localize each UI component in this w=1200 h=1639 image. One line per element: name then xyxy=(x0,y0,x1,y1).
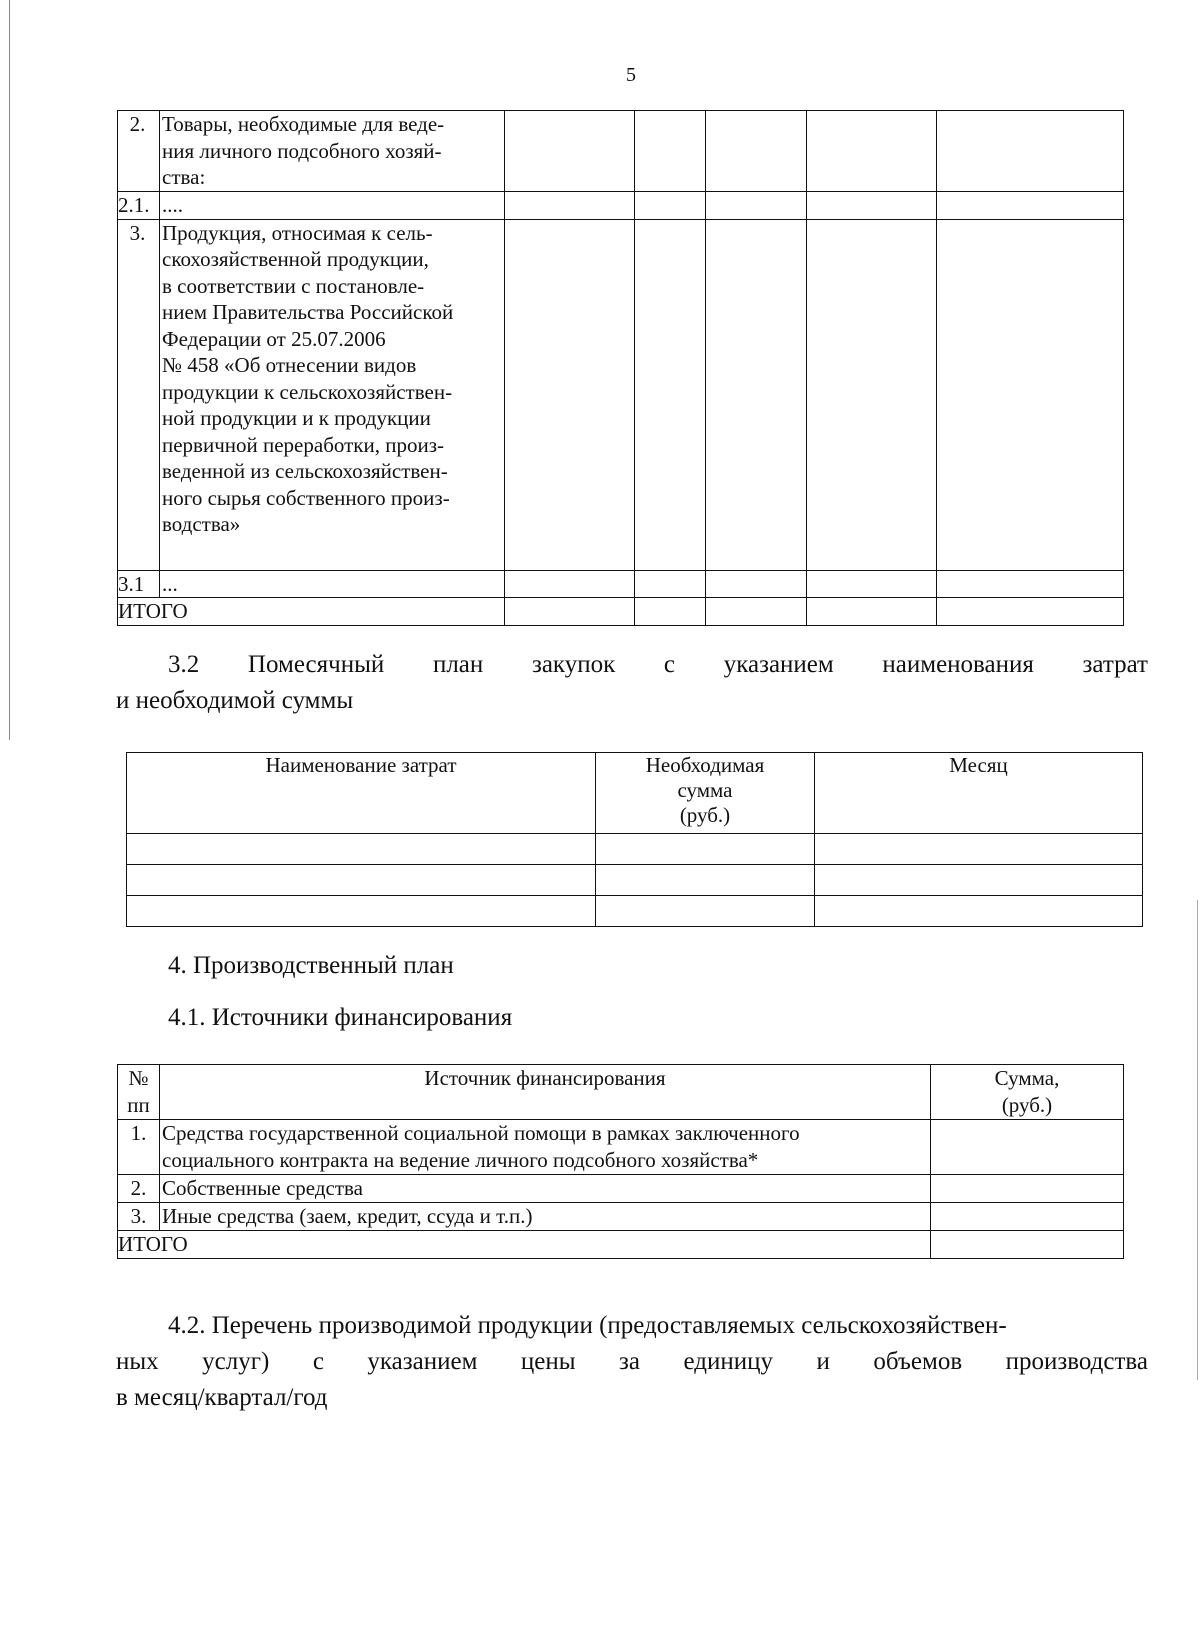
para-line1: 4.2. Перечень производимой продукции (предоставляемых сельскохозяйствен- xyxy=(168,1312,1007,1339)
header-amount: Необходимая сумма (руб.) xyxy=(596,753,815,834)
para-word: указанием xyxy=(367,1348,478,1375)
empty-cell xyxy=(706,192,807,220)
scan-edge-right xyxy=(1197,900,1198,1380)
empty-cell xyxy=(807,192,937,220)
row-number: 3. xyxy=(118,219,160,570)
heading-word: наименования xyxy=(882,651,1034,678)
total-label: ИТОГО xyxy=(118,1231,931,1259)
heading-word: план xyxy=(432,651,484,678)
empty-cell xyxy=(931,1203,1124,1231)
section-3-2-line2: и необходимой суммы xyxy=(116,687,354,714)
heading-word: Помесячный xyxy=(247,651,385,678)
empty-cell xyxy=(635,598,706,626)
heading-word: указанием xyxy=(723,651,834,678)
heading-word: с xyxy=(663,651,676,678)
row-name: Средства государственной социальной помощи в рамках заключенного социального контракта на ведение личного подсобного хозяйства* xyxy=(160,1120,931,1175)
header-source: Источник финансирования xyxy=(160,1065,931,1120)
empty-cell xyxy=(127,865,596,896)
para-word: цены xyxy=(520,1348,576,1375)
empty-cell xyxy=(505,570,635,598)
para-word: и xyxy=(816,1348,830,1375)
empty-cell xyxy=(635,219,706,570)
empty-cell xyxy=(706,219,807,570)
table-row xyxy=(127,834,1143,865)
empty-cell xyxy=(937,570,1124,598)
heading-line xyxy=(168,647,1148,683)
empty-cell xyxy=(931,1120,1124,1175)
para-word: объемов xyxy=(873,1348,963,1375)
table-row xyxy=(118,111,1124,192)
empty-cell xyxy=(706,570,807,598)
para-word: с xyxy=(312,1348,324,1375)
row-name: Иные средства (заем, кредит, ссуда и т.п.) xyxy=(160,1203,931,1231)
funding-sources-table xyxy=(117,1064,1124,1259)
table-row xyxy=(127,896,1143,927)
empty-cell xyxy=(807,111,937,192)
empty-cell xyxy=(706,598,807,626)
empty-cell xyxy=(596,896,815,927)
table-row xyxy=(118,192,1124,220)
empty-cell xyxy=(505,192,635,220)
row-name: .... xyxy=(160,192,505,220)
row-number: 2. xyxy=(118,1175,160,1203)
table-row xyxy=(118,1175,1124,1203)
row-name: ... xyxy=(160,570,505,598)
header-month: Месяц xyxy=(815,753,1143,834)
heading-word: закупок xyxy=(531,651,616,678)
table-row xyxy=(118,570,1124,598)
table-header-row xyxy=(127,753,1143,834)
empty-cell xyxy=(127,834,596,865)
empty-cell xyxy=(815,896,1143,927)
section-4-heading: 4. Производственный план xyxy=(168,952,454,979)
row-number: 2. xyxy=(118,111,160,192)
scan-edge-left xyxy=(9,0,10,740)
empty-cell xyxy=(807,598,937,626)
row-number: 3.1 xyxy=(118,570,160,598)
row-name: Продукция, относимая к сель- скохозяйственной продукции, в соответствии с постановле- нием Правительства Российской Федерации от 25.07.2006 № 458 «Об отнесении видов продукции к сельскохозяйствен- ной продукции и к продукции первичной переработки, произ- веденной из сельскохозяйствен- ного сырья собственного произ- водства» xyxy=(160,219,505,570)
page-number: 5 xyxy=(626,64,636,86)
header-sum: Сумма, (руб.) xyxy=(931,1065,1124,1120)
empty-cell xyxy=(596,834,815,865)
para-word: услуг) xyxy=(202,1348,270,1375)
heading-word: затрат xyxy=(1082,651,1148,678)
heading-number: 3.2 xyxy=(168,651,200,678)
table-row xyxy=(118,219,1124,570)
monthly-plan-table xyxy=(126,752,1143,927)
table-row xyxy=(118,1120,1124,1175)
table-row-total xyxy=(118,598,1124,626)
para-word: производства xyxy=(1005,1348,1148,1375)
table-row xyxy=(127,865,1143,896)
empty-cell xyxy=(706,111,807,192)
para-word: единицу xyxy=(683,1348,774,1375)
header-number: № пп xyxy=(118,1065,160,1120)
empty-cell xyxy=(505,598,635,626)
header-cost-name: Наименование затрат xyxy=(127,753,596,834)
empty-cell xyxy=(937,111,1124,192)
para-word: ных xyxy=(116,1348,159,1375)
empty-cell xyxy=(931,1231,1124,1259)
empty-cell xyxy=(807,570,937,598)
row-name: Товары, необходимые для веде- ния личного подсобного хозяй- ства: xyxy=(160,111,505,192)
empty-cell xyxy=(596,865,815,896)
empty-cell xyxy=(815,834,1143,865)
table-row-total xyxy=(118,1231,1124,1259)
empty-cell xyxy=(937,219,1124,570)
section-4-1-heading: 4.1. Источники финансирования xyxy=(168,1004,513,1031)
para-word: за xyxy=(619,1348,641,1375)
empty-cell xyxy=(635,192,706,220)
row-number: 2.1. xyxy=(118,192,160,220)
para-line3: в месяц/квартал/год xyxy=(116,1384,328,1411)
empty-cell xyxy=(807,219,937,570)
empty-cell xyxy=(505,111,635,192)
row-number: 1. xyxy=(118,1120,160,1175)
empty-cell xyxy=(505,219,635,570)
goods-table xyxy=(117,110,1124,626)
para-line2 xyxy=(116,1344,1148,1380)
empty-cell xyxy=(815,865,1143,896)
row-name: Собственные средства xyxy=(160,1175,931,1203)
empty-cell xyxy=(937,192,1124,220)
empty-cell xyxy=(127,896,596,927)
section-4-2-paragraph xyxy=(116,1308,1148,1416)
empty-cell xyxy=(635,570,706,598)
total-label: ИТОГО xyxy=(118,598,505,626)
section-3-2-heading xyxy=(168,647,1148,683)
table-header-row xyxy=(118,1065,1124,1120)
row-number: 3. xyxy=(118,1203,160,1231)
empty-cell xyxy=(937,598,1124,626)
table-row xyxy=(118,1203,1124,1231)
empty-cell xyxy=(635,111,706,192)
empty-cell xyxy=(931,1175,1124,1203)
